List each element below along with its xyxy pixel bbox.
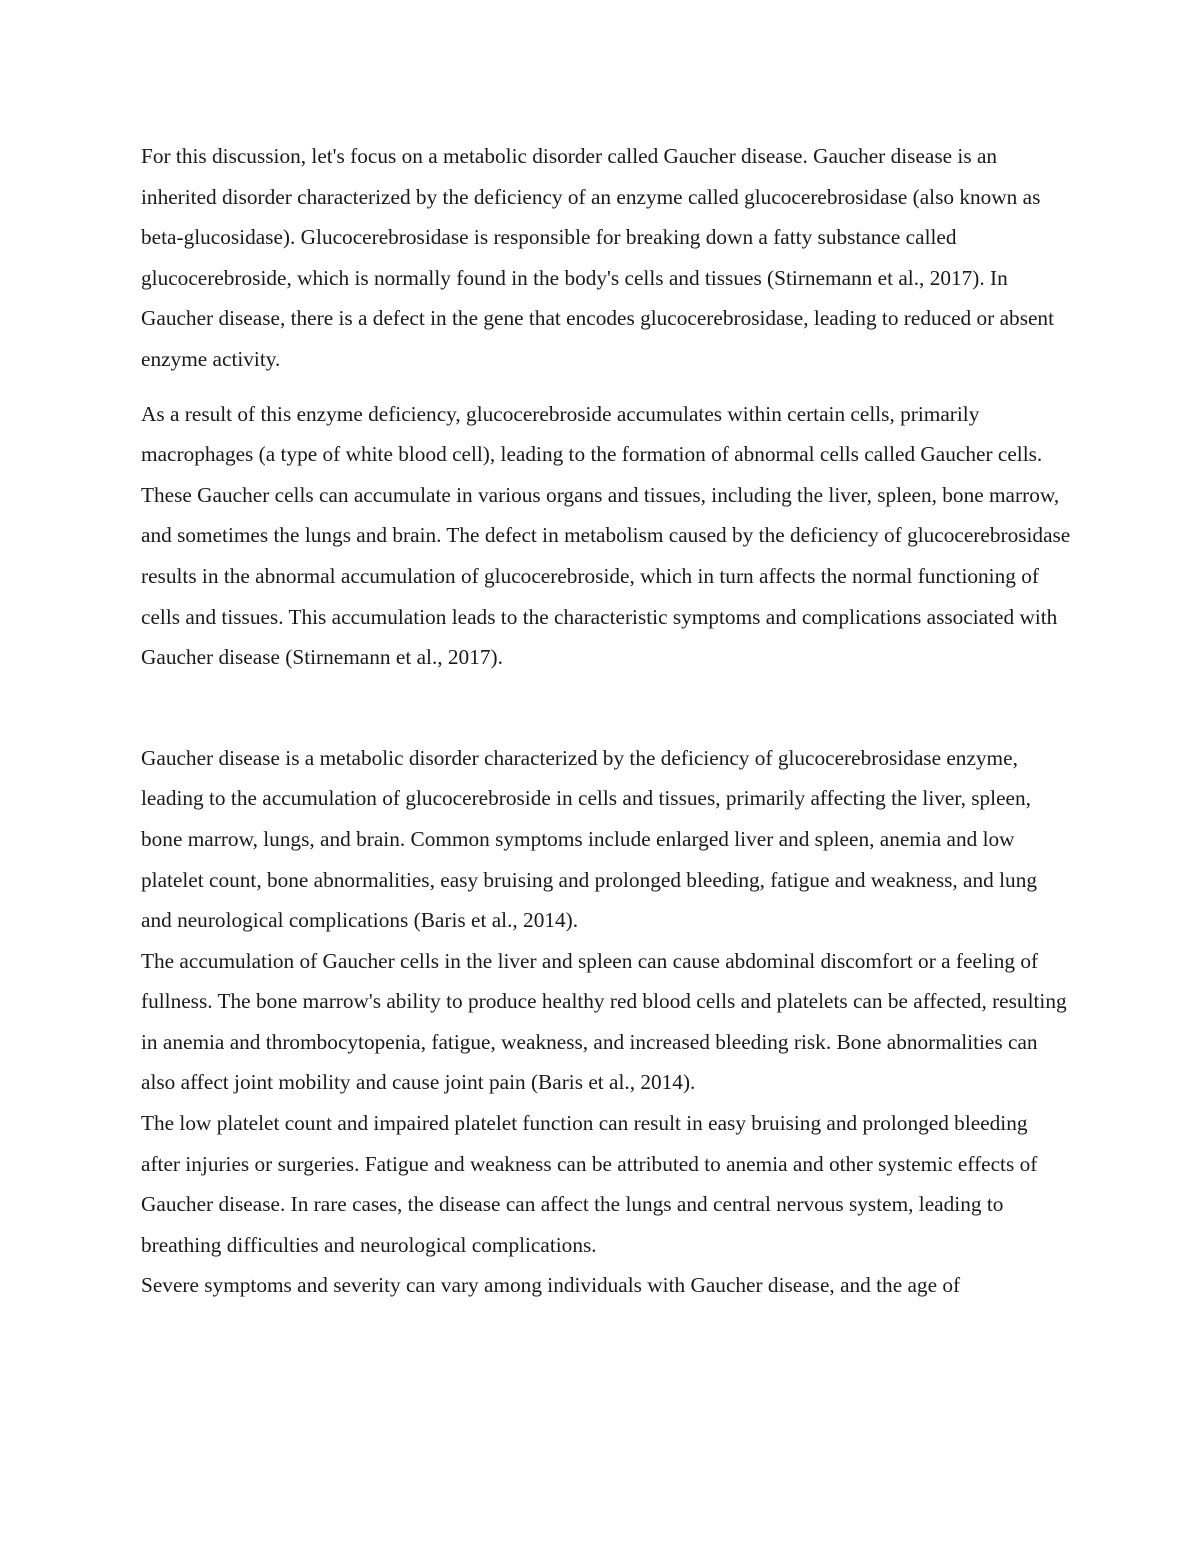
paragraph-liver-spleen: The accumulation of Gaucher cells in the liver and spleen can cause abdominal discomfort or a feeling of fullness. The bone marrow's ability to produce healthy red blood cells and platelets can be affected, resulting in anemia and thrombocytopenia, fatigue, weakness, and increased bleeding risk. Bone abnormalities can also affect joint mobility and cause joint pain (Baris et al., 2014). <box>141 948 1067 1095</box>
paragraph-symptoms-summary: Gaucher disease is a metabolic disorder characterized by the deficiency of glucocerebrosidase enzyme, leading to the accumulation of glucocerebroside in cells and tissues, primarily affecting the liver, spleen, bone marrow, lungs, and brain. Common symptoms include enlarged liver and spleen, anemia and low platelet count, bone abnormalities, easy bruising and prolonged bleeding, fatigue and weakness, and lung and neurological complications (Baris et al., 2014). <box>141 745 1037 933</box>
paragraph-severity: Severe symptoms and severity can vary among individuals with Gaucher disease, and the age of <box>141 1273 961 1298</box>
paragraph-gaucher-intro: For this discussion, let's focus on a metabolic disorder called Gaucher disease. Gaucher disease is an inherited disorder characterized by the deficiency of an enzyme called glucocerebrosidase (also known as beta-glucosidase). Glucocerebrosidase is responsible for breaking down a fatty substance called glucocerebroside, which is normally found in the body's cells and tissues (Stirnemann et al., 2017). In Gaucher disease, there is a defect in the gene that encodes glucocerebrosidase, leading to reduced or absent enzyme activity. <box>141 144 1054 371</box>
document-body <box>141 136 1071 1306</box>
paragraph-enzyme-deficiency: As a result of this enzyme deficiency, glucocerebroside accumulates within certain cells, primarily macrophages (a type of white blood cell), leading to the formation of abnormal cells called Gaucher cells. These Gaucher cells can accumulate in various organs and tissues, including the liver, spleen, bone marrow, and sometimes the lungs and brain. The defect in metabolism caused by the deficiency of glucocerebrosidase results in the abnormal accumulation of glucocerebroside, which in turn affects the normal functioning of cells and tissues. This accumulation leads to the characteristic symptoms and complications associated with Gaucher disease (Stirnemann et al., 2017). <box>141 401 1071 670</box>
paragraph-bleeding-fatigue: The low platelet count and impaired platelet function can result in easy bruising and prolonged bleeding after injuries or surgeries. Fatigue and weakness can be attributed to anemia and other systemic effects of Gaucher disease. In rare cases, the disease can affect the lungs and central nervous system, leading to breathing difficulties and neurological complications. <box>141 1111 1038 1257</box>
paragraph-gap <box>141 678 1071 738</box>
